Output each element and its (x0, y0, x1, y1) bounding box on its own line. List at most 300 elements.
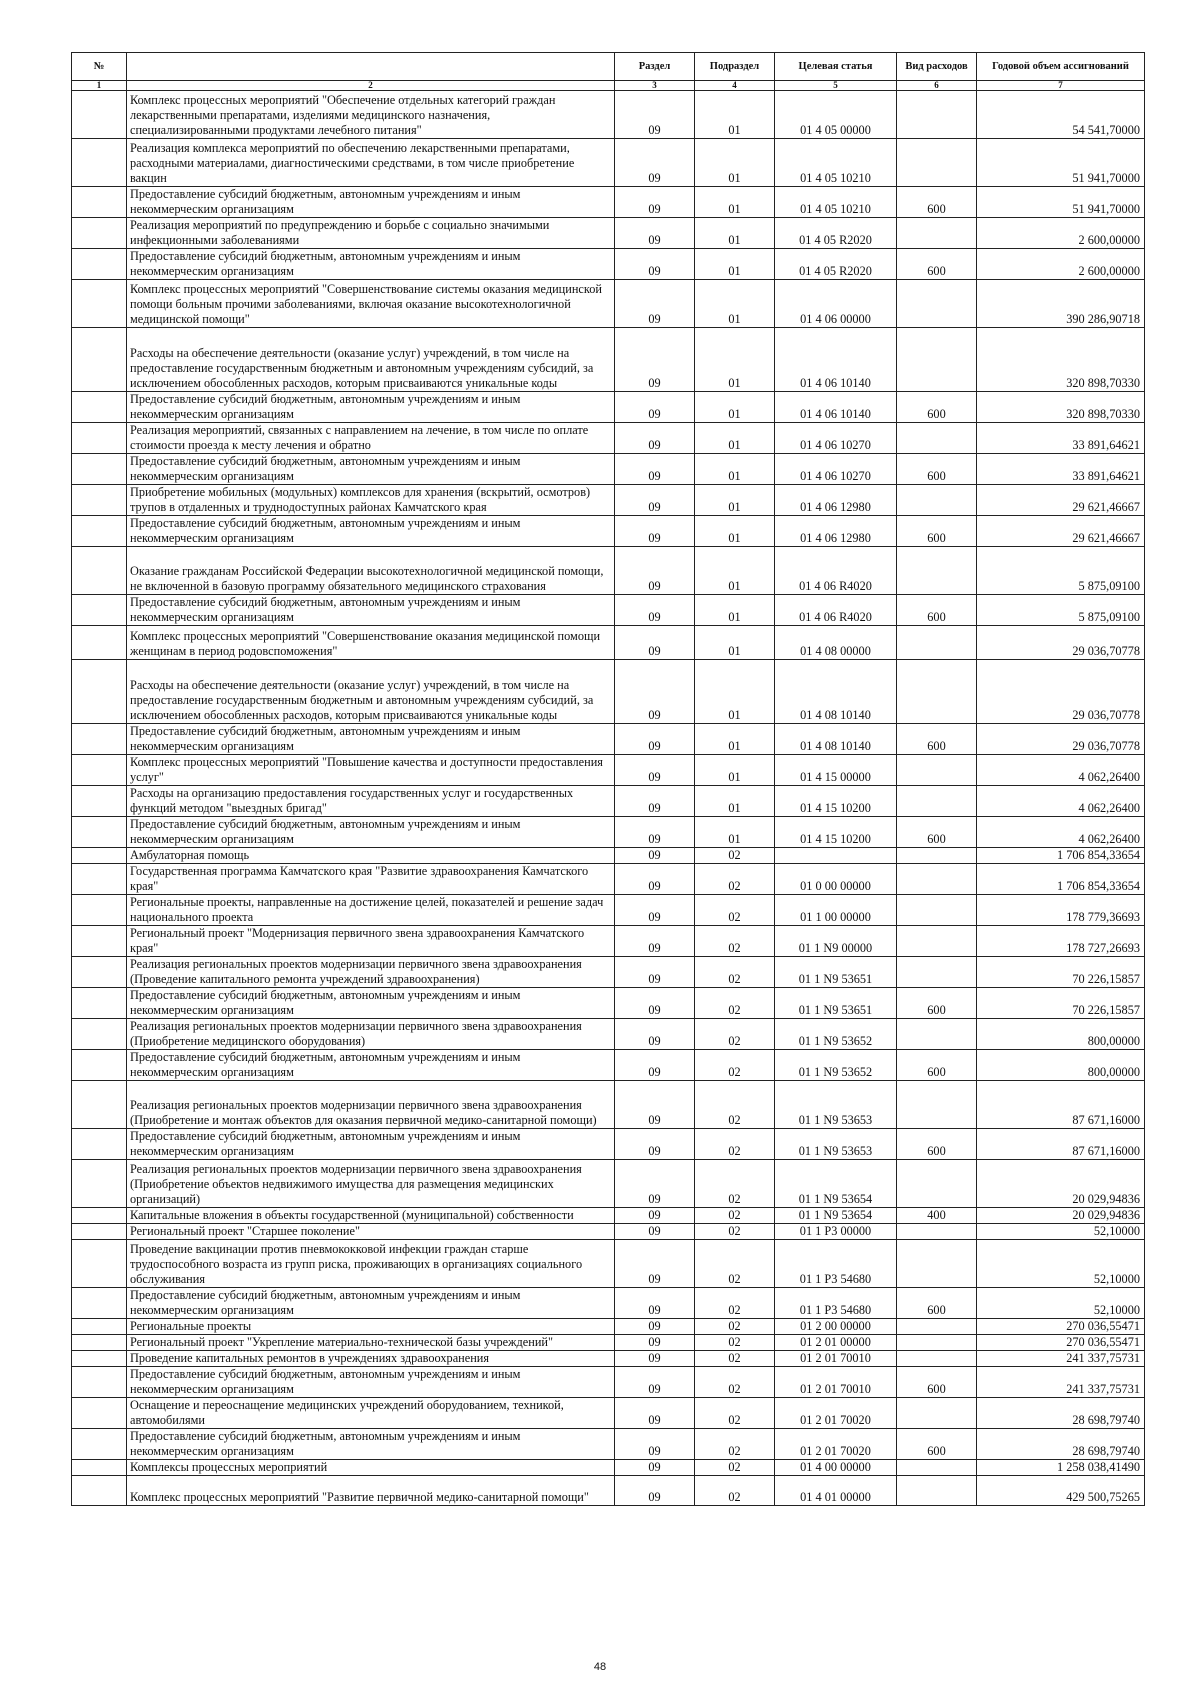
row-expense-cell (897, 755, 977, 786)
row-section-cell: 09 (615, 786, 695, 817)
row-target-cell: 01 2 00 00000 (775, 1319, 897, 1335)
row-expense-cell (897, 328, 977, 392)
row-num-cell (72, 249, 127, 280)
col-amount-header: Годовой объем ассигнований (977, 53, 1145, 81)
row-name-cell: Государственная программа Камчатского края "Развитие здравоохранения Камчатского края" (127, 864, 615, 895)
row-target-cell: 01 4 08 10140 (775, 660, 897, 724)
row-name-cell: Предоставление субсидий бюджетным, автономным учреждениям и иным некоммерческим организациям (127, 1367, 615, 1398)
row-amount-cell: 4 062,26400 (977, 755, 1145, 786)
row-name-cell: Реализация региональных проектов модернизации первичного звена здравоохранения (Проведение капитального ремонта учреждений здравоохранения) (127, 957, 615, 988)
row-num-cell (72, 724, 127, 755)
table-row (72, 817, 1145, 848)
row-section-cell: 09 (615, 454, 695, 485)
row-expense-cell (897, 1160, 977, 1208)
row-section-cell: 09 (615, 926, 695, 957)
table-row (72, 516, 1145, 547)
table-row (72, 1224, 1145, 1240)
table-row (72, 1429, 1145, 1460)
row-subsection-cell: 01 (695, 516, 775, 547)
row-amount-cell: 29 036,70778 (977, 626, 1145, 660)
row-amount-cell: 87 671,16000 (977, 1081, 1145, 1129)
row-name-cell: Предоставление субсидий бюджетным, автономным учреждениям и иным некоммерческим организациям (127, 392, 615, 423)
row-subsection-cell: 01 (695, 485, 775, 516)
row-amount-cell: 5 875,09100 (977, 595, 1145, 626)
row-num-cell (72, 1335, 127, 1351)
col-index: 1 (72, 81, 127, 91)
row-subsection-cell: 02 (695, 1429, 775, 1460)
row-expense-cell: 600 (897, 392, 977, 423)
row-expense-cell: 600 (897, 724, 977, 755)
row-num-cell (72, 1081, 127, 1129)
row-name-cell: Региональный проект "Модернизация первичного звена здравоохранения Камчатского края" (127, 926, 615, 957)
row-subsection-cell: 02 (695, 1050, 775, 1081)
row-subsection-cell: 02 (695, 1081, 775, 1129)
row-target-cell: 01 4 06 00000 (775, 280, 897, 328)
row-subsection-cell: 01 (695, 786, 775, 817)
row-num-cell (72, 1367, 127, 1398)
row-amount-cell: 29 621,46667 (977, 516, 1145, 547)
table-row (72, 755, 1145, 786)
row-expense-cell (897, 1240, 977, 1288)
row-expense-cell: 600 (897, 1050, 977, 1081)
row-subsection-cell: 02 (695, 1367, 775, 1398)
row-num-cell (72, 1460, 127, 1476)
row-target-cell: 01 1 N9 53652 (775, 1019, 897, 1050)
page-number: 48 (593, 1661, 607, 1673)
row-num-cell (72, 1476, 127, 1506)
row-name-cell: Реализация мероприятий, связанных с направлением на лечение, в том числе по оплате стоимости проезда к месту лечения и обратно (127, 423, 615, 454)
row-name-cell: Реализация мероприятий по предупреждению и борьбе с социально значимыми инфекционными заболеваниями (127, 218, 615, 249)
row-amount-cell: 33 891,64621 (977, 454, 1145, 485)
row-num-cell (72, 957, 127, 988)
row-expense-cell (897, 848, 977, 864)
row-expense-cell (897, 786, 977, 817)
table-row (72, 249, 1145, 280)
row-amount-cell: 429 500,75265 (977, 1476, 1145, 1506)
row-name-cell: Расходы на организацию предоставления государственных услуг и государственных функций методом "выездных бригад" (127, 786, 615, 817)
row-section-cell: 09 (615, 1224, 695, 1240)
row-section-cell: 09 (615, 1335, 695, 1351)
row-name-cell: Расходы на обеспечение деятельности (оказание услуг) учреждений, в том числе на предоставление государственным бюджетным и автономным учреждениям субсидий, за исключением обособленных расходов, которым присваиваются уникальные коды (127, 328, 615, 392)
row-subsection-cell: 01 (695, 249, 775, 280)
row-amount-cell: 28 698,79740 (977, 1398, 1145, 1429)
row-subsection-cell: 02 (695, 1224, 775, 1240)
row-expense-cell (897, 864, 977, 895)
row-num-cell (72, 1019, 127, 1050)
row-subsection-cell: 02 (695, 864, 775, 895)
row-name-cell: Региональные проекты (127, 1319, 615, 1335)
row-section-cell: 09 (615, 1367, 695, 1398)
row-subsection-cell: 02 (695, 1460, 775, 1476)
table-row (72, 626, 1145, 660)
row-amount-cell: 5 875,09100 (977, 547, 1145, 595)
row-expense-cell: 600 (897, 817, 977, 848)
row-amount-cell: 241 337,75731 (977, 1351, 1145, 1367)
row-target-cell: 01 4 06 10270 (775, 454, 897, 485)
row-num-cell (72, 1351, 127, 1367)
row-num-cell (72, 516, 127, 547)
row-section-cell: 09 (615, 1460, 695, 1476)
table-row (72, 1288, 1145, 1319)
row-expense-cell (897, 1351, 977, 1367)
row-num-cell (72, 187, 127, 218)
row-section-cell: 09 (615, 957, 695, 988)
row-subsection-cell: 02 (695, 848, 775, 864)
row-target-cell: 01 4 06 12980 (775, 516, 897, 547)
row-name-cell: Расходы на обеспечение деятельности (оказание услуг) учреждений, в том числе на предоставление государственным бюджетным и автономным учреждениям субсидий, за исключением обособленных расходов, которым присваиваются уникальные коды (127, 660, 615, 724)
row-num-cell (72, 626, 127, 660)
table-header-row (72, 53, 1145, 81)
row-num-cell (72, 1398, 127, 1429)
row-amount-cell: 87 671,16000 (977, 1129, 1145, 1160)
row-target-cell: 01 1 N9 53653 (775, 1129, 897, 1160)
row-subsection-cell: 02 (695, 1319, 775, 1335)
table-row (72, 280, 1145, 328)
row-amount-cell: 29 036,70778 (977, 660, 1145, 724)
row-section-cell: 09 (615, 626, 695, 660)
row-expense-cell (897, 1460, 977, 1476)
row-name-cell: Амбулаторная помощь (127, 848, 615, 864)
row-section-cell: 09 (615, 724, 695, 755)
row-expense-cell (897, 280, 977, 328)
row-target-cell: 01 4 00 00000 (775, 1460, 897, 1476)
row-amount-cell: 54 541,70000 (977, 91, 1145, 139)
row-target-cell: 01 4 01 00000 (775, 1476, 897, 1506)
row-target-cell: 01 4 06 R4020 (775, 547, 897, 595)
row-subsection-cell: 01 (695, 626, 775, 660)
row-section-cell: 09 (615, 1160, 695, 1208)
row-expense-cell: 600 (897, 187, 977, 218)
row-name-cell: Предоставление субсидий бюджетным, автономным учреждениям и иным некоммерческим организациям (127, 516, 615, 547)
row-amount-cell: 52,10000 (977, 1240, 1145, 1288)
budget-table-sheet (71, 52, 1144, 1506)
row-expense-cell (897, 660, 977, 724)
row-subsection-cell: 01 (695, 547, 775, 595)
row-target-cell (775, 848, 897, 864)
row-target-cell: 01 4 06 12980 (775, 485, 897, 516)
row-expense-cell: 600 (897, 988, 977, 1019)
row-name-cell: Региональные проекты, направленные на достижение целей, показателей и решение задач национального проекта (127, 895, 615, 926)
table-row (72, 423, 1145, 454)
col-index: 6 (897, 81, 977, 91)
row-section-cell: 09 (615, 1319, 695, 1335)
row-name-cell: Региональный проект "Укрепление материально-технической базы учреждений" (127, 1335, 615, 1351)
row-subsection-cell: 01 (695, 139, 775, 187)
row-name-cell: Предоставление субсидий бюджетным, автономным учреждениям и иным некоммерческим организациям (127, 817, 615, 848)
budget-table (71, 52, 1145, 1506)
row-target-cell: 01 2 01 70020 (775, 1398, 897, 1429)
row-amount-cell: 70 226,15857 (977, 988, 1145, 1019)
row-subsection-cell: 01 (695, 280, 775, 328)
row-expense-cell (897, 1081, 977, 1129)
row-target-cell: 01 2 01 70010 (775, 1351, 897, 1367)
row-name-cell: Предоставление субсидий бюджетным, автономным учреждениям и иным некоммерческим организациям (127, 988, 615, 1019)
row-num-cell (72, 988, 127, 1019)
row-subsection-cell: 02 (695, 1351, 775, 1367)
row-amount-cell: 51 941,70000 (977, 187, 1145, 218)
row-target-cell: 01 4 08 00000 (775, 626, 897, 660)
row-name-cell: Предоставление субсидий бюджетным, автономным учреждениям и иным некоммерческим организациям (127, 595, 615, 626)
row-target-cell: 01 4 15 10200 (775, 817, 897, 848)
row-name-cell: Предоставление субсидий бюджетным, автономным учреждениям и иным некоммерческим организациям (127, 1288, 615, 1319)
row-name-cell: Оказание гражданам Российской Федерации высокотехнологичной медицинской помощи, не включенной в базовую программу обязательного медицинского страхования (127, 547, 615, 595)
row-section-cell: 09 (615, 423, 695, 454)
row-target-cell: 01 1 N9 53652 (775, 1050, 897, 1081)
row-section-cell: 09 (615, 1476, 695, 1506)
row-amount-cell: 52,10000 (977, 1288, 1145, 1319)
row-subsection-cell: 01 (695, 660, 775, 724)
row-section-cell: 09 (615, 1351, 695, 1367)
row-target-cell: 01 0 00 00000 (775, 864, 897, 895)
row-target-cell: 01 4 06 10140 (775, 328, 897, 392)
row-name-cell: Приобретение мобильных (модульных) комплексов для хранения (вскрытий, осмотров) трупов в отдаленных и труднодоступных районах Камчатского края (127, 485, 615, 516)
table-row (72, 988, 1145, 1019)
table-row (72, 1129, 1145, 1160)
row-expense-cell: 600 (897, 1288, 977, 1319)
table-body (72, 91, 1145, 1506)
row-section-cell: 09 (615, 485, 695, 516)
row-expense-cell: 600 (897, 1367, 977, 1398)
row-amount-cell: 70 226,15857 (977, 957, 1145, 988)
row-section-cell: 09 (615, 91, 695, 139)
row-expense-cell (897, 1019, 977, 1050)
row-subsection-cell: 01 (695, 91, 775, 139)
row-section-cell: 09 (615, 280, 695, 328)
row-subsection-cell: 02 (695, 895, 775, 926)
row-subsection-cell: 01 (695, 328, 775, 392)
row-target-cell: 01 4 06 R4020 (775, 595, 897, 626)
row-num-cell (72, 1224, 127, 1240)
row-section-cell: 09 (615, 187, 695, 218)
row-expense-cell (897, 1335, 977, 1351)
row-num-cell (72, 91, 127, 139)
table-row (72, 1351, 1145, 1367)
row-target-cell: 01 1 N9 53654 (775, 1208, 897, 1224)
row-target-cell: 01 2 01 00000 (775, 1335, 897, 1351)
table-index-row (72, 81, 1145, 91)
row-amount-cell: 52,10000 (977, 1224, 1145, 1240)
table-row (72, 485, 1145, 516)
row-section-cell: 09 (615, 1429, 695, 1460)
row-amount-cell: 800,00000 (977, 1019, 1145, 1050)
row-subsection-cell: 02 (695, 1019, 775, 1050)
row-subsection-cell: 01 (695, 755, 775, 786)
row-section-cell: 09 (615, 595, 695, 626)
row-expense-cell: 600 (897, 454, 977, 485)
row-section-cell: 09 (615, 516, 695, 547)
row-name-cell: Проведение вакцинации против пневмококковой инфекции граждан старше трудоспособного возраста из групп риска, проживающих в организациях социального обслуживания (127, 1240, 615, 1288)
row-expense-cell (897, 957, 977, 988)
row-section-cell: 09 (615, 1081, 695, 1129)
row-section-cell: 09 (615, 864, 695, 895)
row-num-cell (72, 1129, 127, 1160)
table-row (72, 595, 1145, 626)
row-target-cell: 01 4 15 10200 (775, 786, 897, 817)
row-num-cell (72, 392, 127, 423)
row-target-cell: 01 1 00 00000 (775, 895, 897, 926)
col-target-header: Целевая статья (775, 53, 897, 81)
row-num-cell (72, 139, 127, 187)
row-amount-cell: 270 036,55471 (977, 1319, 1145, 1335)
row-name-cell: Комплекс процессных мероприятий "Совершенствование системы оказания медицинской помощи больным прочими заболеваниями, включая оказание высокотехнологичной медицинской помощи" (127, 280, 615, 328)
row-expense-cell: 600 (897, 595, 977, 626)
row-name-cell: Предоставление субсидий бюджетным, автономным учреждениям и иным некоммерческим организациям (127, 454, 615, 485)
row-name-cell: Комплекс процессных мероприятий "Повышение качества и доступности предоставления услуг" (127, 755, 615, 786)
row-name-cell: Оснащение и переоснащение медицинских учреждений оборудованием, техникой, автомобилями (127, 1398, 615, 1429)
row-num-cell (72, 786, 127, 817)
row-num-cell (72, 328, 127, 392)
row-name-cell: Комплекс процессных мероприятий "Развитие первичной медико-санитарной помощи" (127, 1476, 615, 1506)
row-num-cell (72, 1240, 127, 1288)
row-num-cell (72, 848, 127, 864)
row-num-cell (72, 1288, 127, 1319)
row-section-cell: 09 (615, 1019, 695, 1050)
row-section-cell: 09 (615, 1208, 695, 1224)
table-row (72, 91, 1145, 139)
table-row (72, 926, 1145, 957)
row-name-cell: Реализация региональных проектов модернизации первичного звена здравоохранения (Приобретение и монтаж объектов для оказания первичной медико-санитарной помощи) (127, 1081, 615, 1129)
row-target-cell: 01 1 N9 53653 (775, 1081, 897, 1129)
row-expense-cell (897, 1319, 977, 1335)
row-target-cell: 01 4 05 00000 (775, 91, 897, 139)
row-subsection-cell: 02 (695, 988, 775, 1019)
table-row (72, 392, 1145, 423)
row-target-cell: 01 1 N9 53651 (775, 957, 897, 988)
row-num-cell (72, 547, 127, 595)
row-section-cell: 09 (615, 1398, 695, 1429)
row-name-cell: Комплексы процессных мероприятий (127, 1460, 615, 1476)
col-index: 4 (695, 81, 775, 91)
table-row (72, 1335, 1145, 1351)
row-subsection-cell: 01 (695, 454, 775, 485)
row-section-cell: 09 (615, 895, 695, 926)
row-subsection-cell: 02 (695, 957, 775, 988)
row-subsection-cell: 01 (695, 423, 775, 454)
row-expense-cell (897, 139, 977, 187)
row-name-cell: Реализация комплекса мероприятий по обеспечению лекарственными препаратами, расходными материалами, диагностическими средствами, в том числе приобретение вакцин (127, 139, 615, 187)
row-amount-cell: 28 698,79740 (977, 1429, 1145, 1460)
row-amount-cell: 320 898,70330 (977, 328, 1145, 392)
row-section-cell: 09 (615, 139, 695, 187)
table-row (72, 864, 1145, 895)
row-expense-cell: 600 (897, 516, 977, 547)
row-num-cell (72, 1160, 127, 1208)
table-row (72, 1050, 1145, 1081)
row-name-cell: Комплекс процессных мероприятий "Совершенствование оказания медицинской помощи женщинам в период родовспоможения" (127, 626, 615, 660)
row-section-cell: 09 (615, 547, 695, 595)
row-amount-cell: 1 706 854,33654 (977, 848, 1145, 864)
table-row (72, 1019, 1145, 1050)
row-expense-cell (897, 1224, 977, 1240)
row-name-cell: Проведение капитальных ремонтов в учреждениях здравоохранения (127, 1351, 615, 1367)
table-row (72, 1240, 1145, 1288)
row-amount-cell: 2 600,00000 (977, 218, 1145, 249)
row-name-cell: Предоставление субсидий бюджетным, автономным учреждениям и иным некоммерческим организациям (127, 187, 615, 218)
row-amount-cell: 33 891,64621 (977, 423, 1145, 454)
row-subsection-cell: 01 (695, 724, 775, 755)
row-num-cell (72, 280, 127, 328)
row-subsection-cell: 01 (695, 595, 775, 626)
row-subsection-cell: 01 (695, 817, 775, 848)
row-name-cell: Предоставление субсидий бюджетным, автономным учреждениям и иным некоммерческим организациям (127, 249, 615, 280)
table-row (72, 218, 1145, 249)
row-subsection-cell: 02 (695, 1398, 775, 1429)
row-target-cell: 01 1 N9 53651 (775, 988, 897, 1019)
row-num-cell (72, 926, 127, 957)
row-section-cell: 09 (615, 249, 695, 280)
row-expense-cell: 600 (897, 1429, 977, 1460)
row-num-cell (72, 1050, 127, 1081)
row-subsection-cell: 02 (695, 1335, 775, 1351)
table-row (72, 895, 1145, 926)
row-section-cell: 09 (615, 1050, 695, 1081)
row-subsection-cell: 01 (695, 392, 775, 423)
row-target-cell: 01 1 P3 54680 (775, 1240, 897, 1288)
row-amount-cell: 4 062,26400 (977, 817, 1145, 848)
row-amount-cell: 20 029,94836 (977, 1160, 1145, 1208)
row-num-cell (72, 595, 127, 626)
row-subsection-cell: 02 (695, 1208, 775, 1224)
row-name-cell: Комплекс процессных мероприятий "Обеспечение отдельных категорий граждан лекарственными препаратами, изделиями медицинского назначения, специализированными продуктами лечебного питания" (127, 91, 615, 139)
row-amount-cell: 178 779,36693 (977, 895, 1145, 926)
table-row (72, 1208, 1145, 1224)
col-index: 3 (615, 81, 695, 91)
row-num-cell (72, 218, 127, 249)
row-amount-cell: 2 600,00000 (977, 249, 1145, 280)
row-section-cell: 09 (615, 755, 695, 786)
row-expense-cell (897, 485, 977, 516)
col-name-header (127, 53, 615, 81)
row-target-cell: 01 1 N9 00000 (775, 926, 897, 957)
row-amount-cell: 29 036,70778 (977, 724, 1145, 755)
row-target-cell: 01 1 P3 00000 (775, 1224, 897, 1240)
row-target-cell: 01 4 15 00000 (775, 755, 897, 786)
row-subsection-cell: 02 (695, 1160, 775, 1208)
row-target-cell: 01 4 05 10210 (775, 187, 897, 218)
row-section-cell: 09 (615, 1240, 695, 1288)
table-row (72, 1398, 1145, 1429)
table-row (72, 1367, 1145, 1398)
row-num-cell (72, 1429, 127, 1460)
col-section-header: Раздел (615, 53, 695, 81)
col-expense-header: Вид расходов (897, 53, 977, 81)
row-expense-cell (897, 423, 977, 454)
row-amount-cell: 178 727,26693 (977, 926, 1145, 957)
row-expense-cell (897, 626, 977, 660)
row-section-cell: 09 (615, 660, 695, 724)
row-num-cell (72, 1208, 127, 1224)
row-target-cell: 01 1 P3 54680 (775, 1288, 897, 1319)
row-subsection-cell: 02 (695, 1129, 775, 1160)
row-target-cell: 01 4 08 10140 (775, 724, 897, 755)
table-row (72, 187, 1145, 218)
row-section-cell: 09 (615, 218, 695, 249)
row-target-cell: 01 4 05 R2020 (775, 218, 897, 249)
table-row (72, 139, 1145, 187)
row-num-cell (72, 1319, 127, 1335)
row-num-cell (72, 817, 127, 848)
row-expense-cell (897, 1398, 977, 1429)
table-row (72, 1081, 1145, 1129)
row-target-cell: 01 4 05 10210 (775, 139, 897, 187)
row-amount-cell: 20 029,94836 (977, 1208, 1145, 1224)
row-amount-cell: 1 258 038,41490 (977, 1460, 1145, 1476)
table-row (72, 328, 1145, 392)
table-row (72, 848, 1145, 864)
table-row (72, 786, 1145, 817)
row-expense-cell: 400 (897, 1208, 977, 1224)
row-target-cell: 01 2 01 70020 (775, 1429, 897, 1460)
